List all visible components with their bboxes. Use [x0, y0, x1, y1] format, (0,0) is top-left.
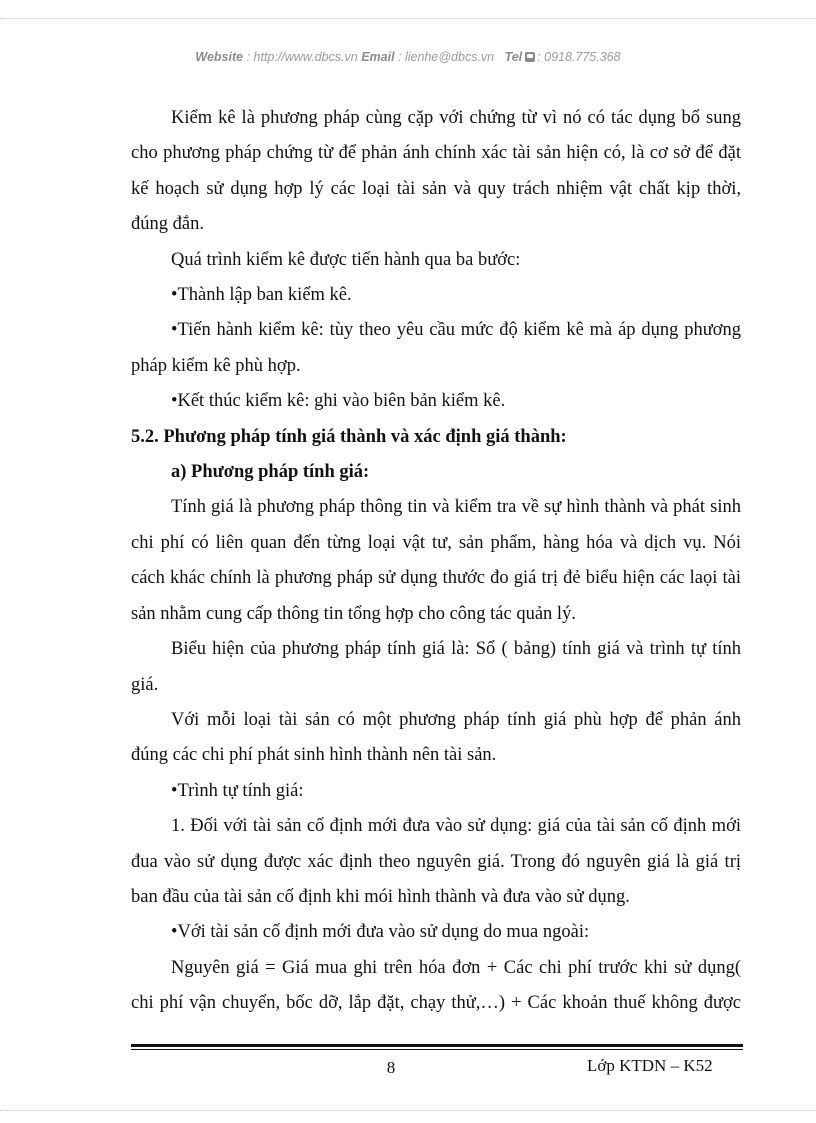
- tel-number: : 0918.775.368: [537, 50, 621, 64]
- email-label: Email: [361, 50, 395, 64]
- subsection-heading: a) Phương pháp tính giá:: [171, 462, 370, 483]
- paragraph-line: ban đầu của tài sản cố định khi mói hình thành và đưa vào sử dụng.: [131, 886, 630, 907]
- paragraph-line: •Tiến hành kiểm kê: tùy theo yêu cầu mức độ kiểm kê mà áp dụng phương: [171, 320, 741, 341]
- page-number: 8: [386, 1058, 396, 1077]
- paragraph-line: cách khác chính là phương pháp sử dụng thước đo giá trị đẻ biểu hiện các laọi tài: [131, 568, 741, 589]
- paragraph-line: sản nhằm cung cấp thông tin tổng hợp cho công tác quản lý.: [131, 603, 576, 624]
- tel-label: Tel: [504, 50, 523, 64]
- paragraph-line: Tính giá là phương pháp thông tin và kiểm tra về sự hình thành và phát sinh: [171, 497, 741, 518]
- website-url[interactable]: http://www.dbcs.vn: [253, 50, 358, 64]
- paragraph-line: pháp kiểm kê phù hợp.: [131, 355, 301, 376]
- paragraph-line: •Kết thúc kiểm kê: ghi vào biên bản kiểm kê.: [171, 391, 506, 412]
- website-label: Website: [195, 50, 244, 64]
- paragraph-line: Biểu hiện của phương pháp tính giá là: Sổ ( bảng) tính giá và trình tự tính: [171, 639, 741, 660]
- paragraph-line: kế hoạch sử dụng hợp lý các loại tài sản và quy trách nhiệm vật chất kịp thời,: [131, 178, 741, 199]
- paragraph-line: Quá trình kiểm kê được tiến hành qua ba bước:: [171, 249, 521, 270]
- footer-class-label: Lớp KTDN – K52: [587, 1056, 713, 1075]
- paragraph-line: đúng đắn.: [131, 214, 204, 235]
- page-top-edge: [0, 18, 816, 19]
- paragraph-line: Kiểm kê là phương pháp cùng cặp với chứng từ vì nó có tác dụng bổ sung: [171, 108, 741, 128]
- document-body: [131, 101, 741, 1022]
- page-bottom-edge: [0, 1110, 816, 1111]
- paragraph-line: đua vào sử dụng được xác định theo nguyên giá. Trong đó nguyên giá là giá trị: [131, 851, 741, 872]
- paragraph-line: 1. Đối với tài sản cố định mới đưa vào sử dụng: giá của tài sản cố định mới: [171, 816, 741, 837]
- paragraph-line: giá.: [131, 674, 159, 695]
- paragraph-line: Với mỗi loại tài sản có một phương pháp tính giá phù hợp để phản ánh: [171, 709, 741, 730]
- paragraph-line: •Trình tự tính giá:: [171, 780, 304, 801]
- telephone-icon: [525, 52, 535, 62]
- paragraph-line: •Với tài sản cố định mới đưa vào sử dụng do mua ngoài:: [171, 922, 590, 943]
- page-header: [0, 50, 816, 64]
- email-separator: :: [394, 50, 405, 64]
- section-heading: 5.2. Phương pháp tính giá thành và xác định giá thành:: [131, 426, 567, 447]
- paragraph-line: chi phí có liên quan đến từng loại vật tư, sản phẩm, hàng hóa và dịch vụ. Nói: [131, 532, 741, 553]
- paragraph-line: chi phí vận chuyển, bốc dỡ, lắp đặt, chạy thử,…) + Các khoản thuế không được: [131, 993, 741, 1014]
- paragraph-line: đúng các chi phí phát sinh hình thành nên tài sản.: [131, 745, 497, 766]
- footer-divider: [131, 1044, 743, 1050]
- email-address[interactable]: lienhe@dbcs.vn: [405, 50, 495, 64]
- paragraph-line: •Thành lập ban kiểm kê.: [171, 285, 352, 306]
- paragraph-line: cho phương pháp chứng từ để phản ánh chính xác tài sản hiện có, là cơ sở để đặt: [131, 143, 741, 164]
- website-separator: :: [243, 50, 254, 64]
- paragraph-line: Nguyên giá = Giá mua ghi trên hóa đơn + Các chi phí trước khi sử dụng(: [171, 957, 741, 978]
